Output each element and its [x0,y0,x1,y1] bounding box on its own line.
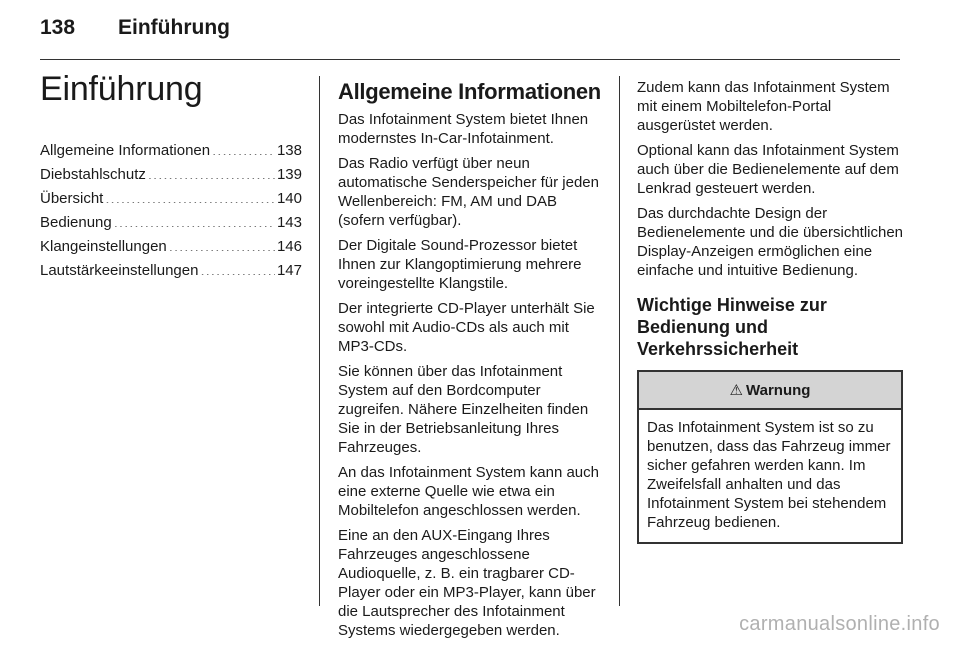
column-divider-1 [319,76,320,606]
paragraph: Sie können über das Infotainment System auf den Bordcomputer zugreifen. Nähere Einzelheiten finden Sie in der Betriebsanleitung Ihres Fahrzeuges. [338,363,589,456]
paragraph: Zudem kann das Infotainment System mit einem Mobiltelefon-Portal ausgerüstet werden. [637,79,890,134]
paragraph: Das Infotainment System bietet Ihnen modernstes In-Car-Infotainment. [338,111,589,147]
warning-header [639,372,901,410]
toc-entry-page: 139 [276,166,302,183]
chapter-title: Einführung [40,70,203,108]
toc-entry[interactable] [40,235,302,259]
notes-column [637,78,903,544]
toc-entry[interactable] [40,163,302,187]
section-title: Allgemeine Informationen [338,79,601,104]
warning-text: Das Infotainment System ist so zu benutzen, dass das Fahrzeug immer sicher gefahren werden kann. Im Zweifelsfall anhalten und das Infotainment System bei stehendem Fahrzeug bedienen. [647,419,891,531]
header-rule [40,59,900,60]
toc-entry-page: 143 [276,214,302,231]
toc-leader [169,236,275,251]
toc-entry-page: 147 [276,262,302,279]
toc-entry-label: Übersicht [40,190,104,207]
subsection-title: Wichtige Hinweise zur Bedienung und Verkehrssicherheit [637,295,827,359]
toc-entry-label: Allgemeine Informationen [40,142,211,159]
paragraph: Eine an den AUX-Eingang Ihres Fahrzeuges angeschlossene Audioquelle, z. B. ein tragbarer CD-Player oder ein MP3-Player, kann über die Lautsprecher des Infotainment Systems wiedergegeben werden. [338,527,596,639]
general-info-column [338,78,604,646]
toc-entry-page: 146 [276,238,302,255]
warning-triangle-icon: ⚠ [729,382,743,399]
page-number: 138 [40,16,76,39]
paragraph: Der Digitale Sound-Prozessor bietet Ihnen zur Klangoptimierung mehrere voreingestellte Klangstile. [338,237,582,292]
toc-leader [148,164,275,179]
table-of-contents [40,139,302,283]
toc-entry[interactable] [40,259,302,283]
toc-entry-label: Lautstärkeeinstellungen [40,262,199,279]
toc-entry-label: Bedienung [40,214,112,231]
paragraph: Optional kann das Infotainment System auch über die Bedienelemente auf dem Lenkrad gesteuert werden. [637,142,899,197]
toc-entry[interactable] [40,187,302,211]
toc-column [40,70,302,283]
toc-leader [200,260,275,275]
running-title: Einführung [118,16,230,39]
warning-box [637,370,903,544]
warning-title: Warnung [746,381,811,399]
toc-leader [114,212,275,227]
watermark-link[interactable]: carmanualsonline.info [739,613,940,635]
column-divider-2 [619,76,620,606]
paragraph: Das durchdachte Design der Bedienelemente und die übersichtlichen Display-Anzeigen ermöglichen eine einfache und intuitive Bedienung. [637,205,904,279]
paragraph: An das Infotainment System kann auch eine externe Quelle wie etwa ein Mobiltelefon angeschlossen werden. [338,464,599,519]
toc-entry[interactable] [40,139,302,163]
page-header [40,16,900,46]
paragraph: Der integrierte CD-Player unterhält Sie sowohl mit Audio-CDs als auch mit MP3-CDs. [338,300,595,355]
toc-entry[interactable] [40,211,302,235]
toc-entry-page: 140 [276,190,302,207]
toc-leader [105,188,275,203]
toc-entry-label: Diebstahlschutz [40,166,146,183]
toc-entry-page: 138 [276,142,302,159]
paragraph: Das Radio verfügt über neun automatische Senderspeicher für jeden Wellenbereich: FM, AM und DAB (sofern verfügbar). [338,155,599,229]
toc-entry-label: Klangeinstellungen [40,238,167,255]
toc-leader [212,140,275,155]
